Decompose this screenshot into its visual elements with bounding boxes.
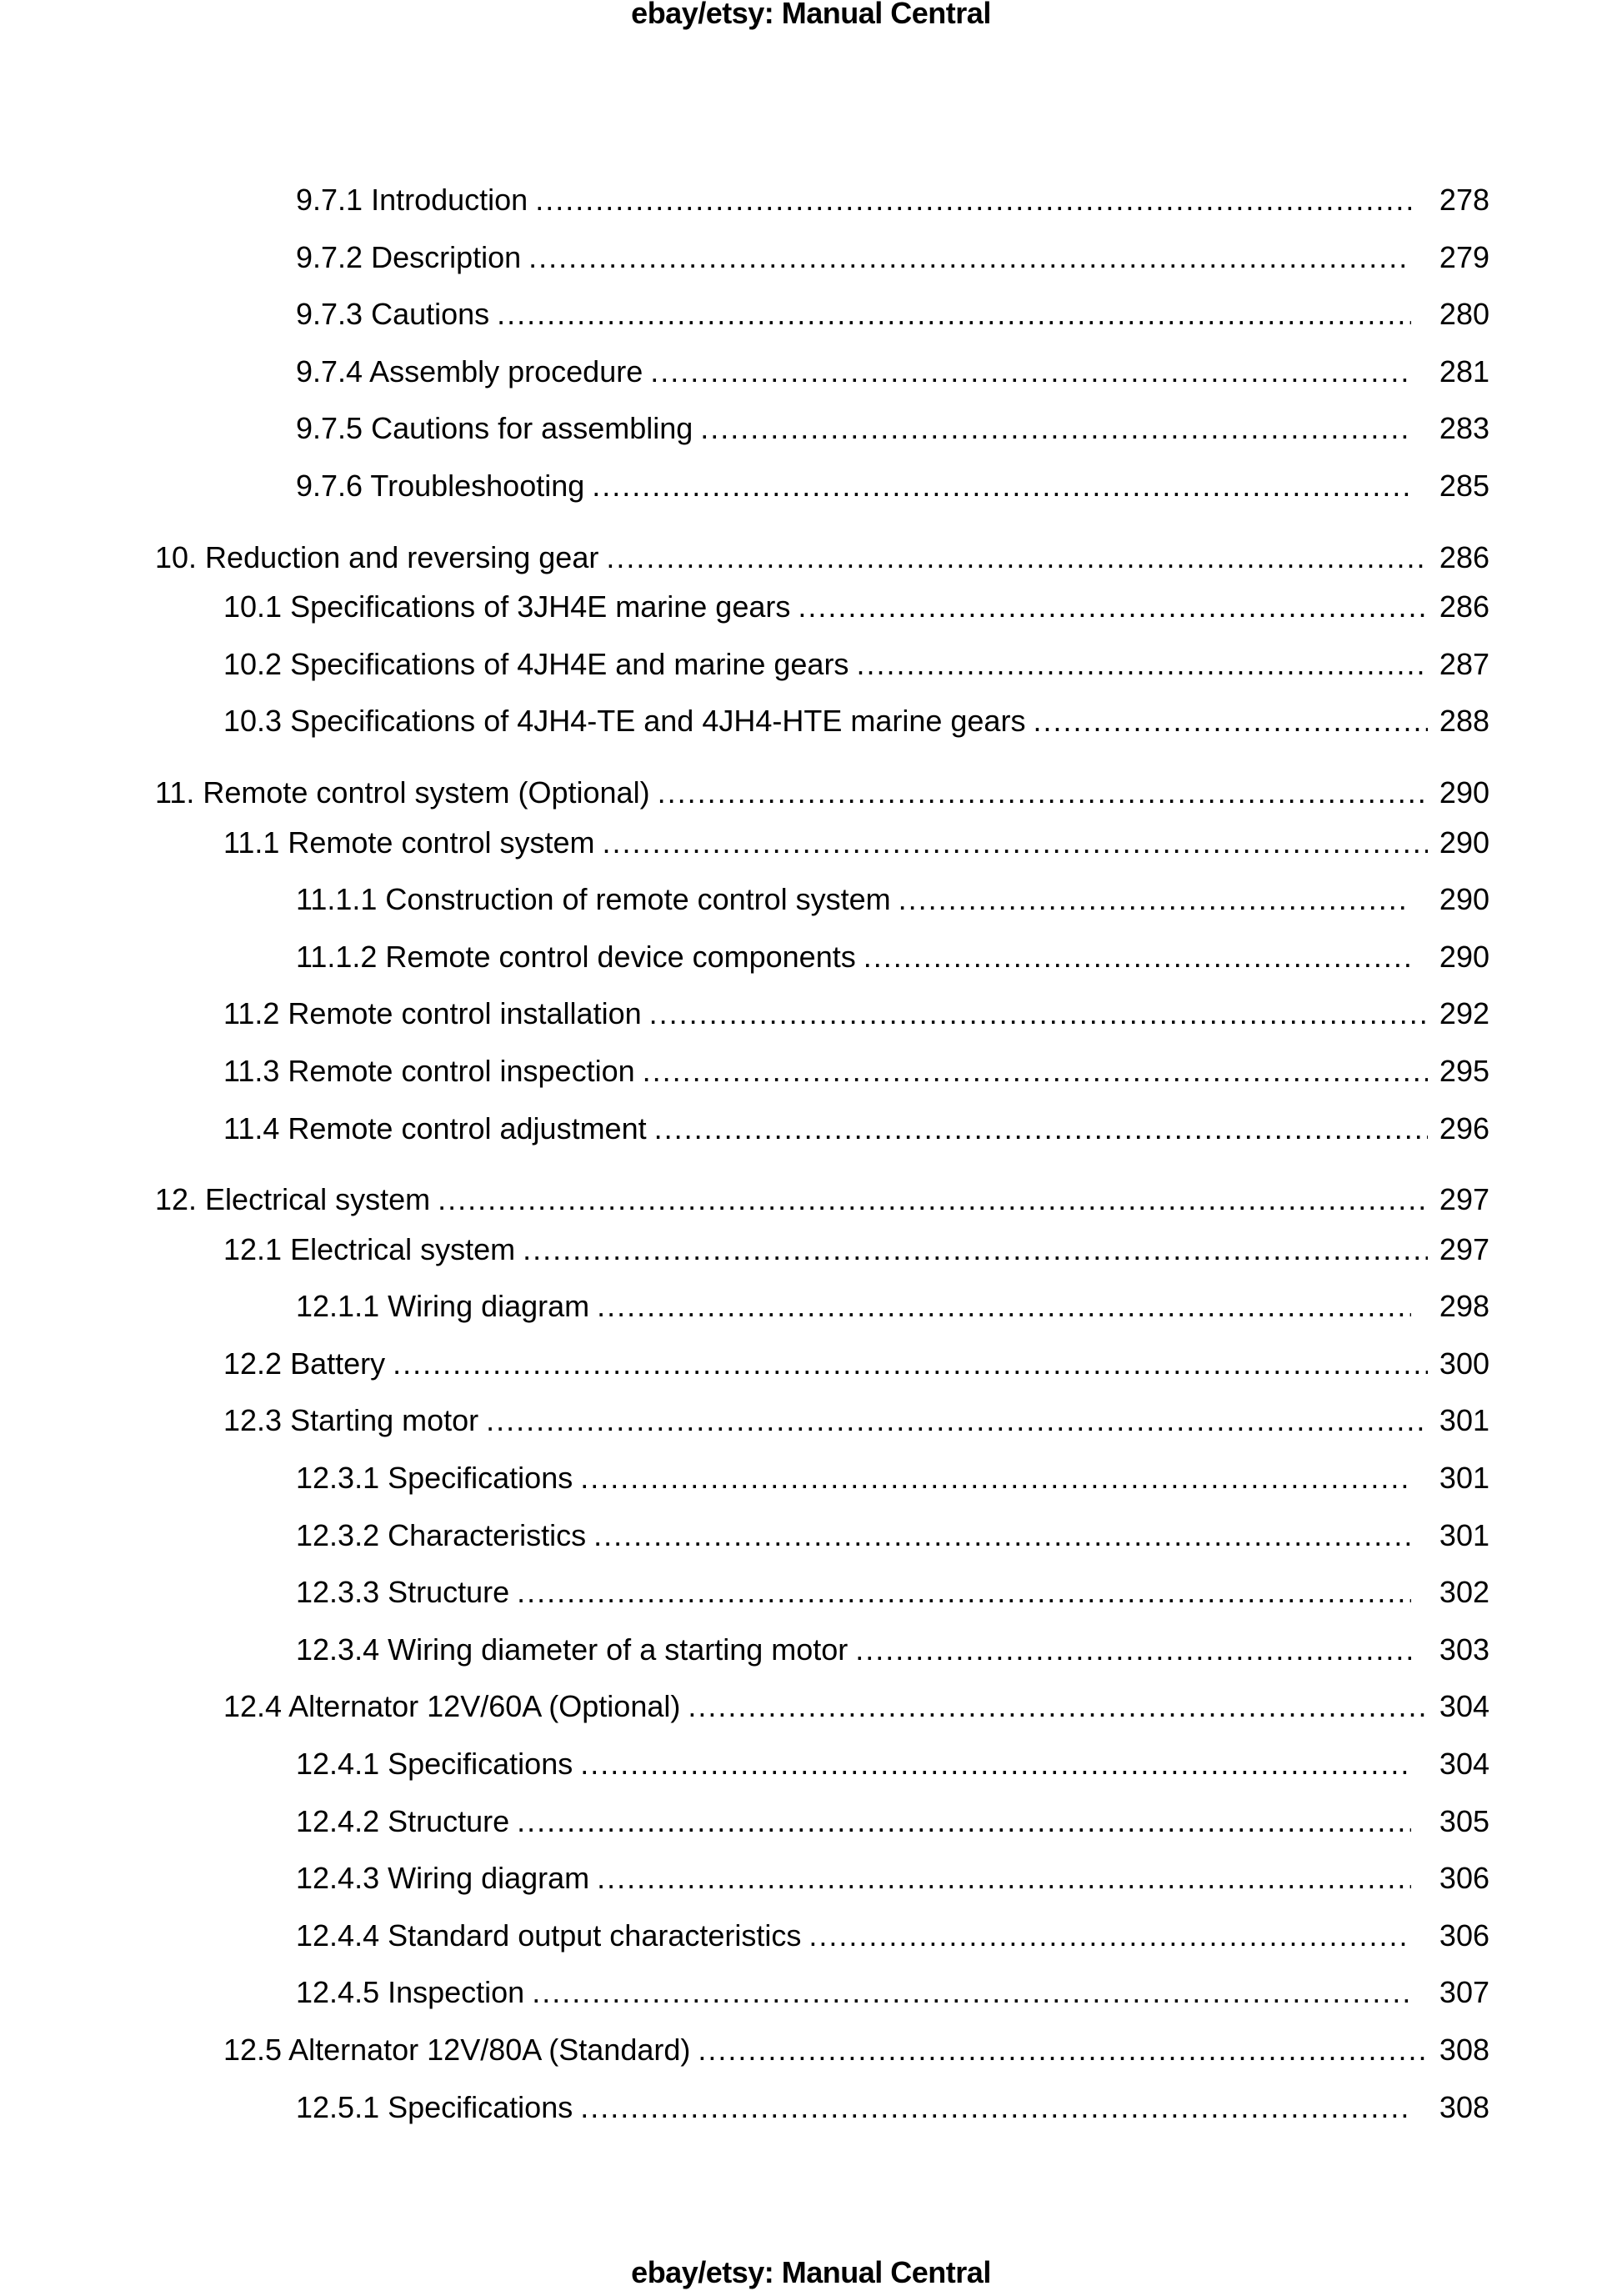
toc-leader-dots [798,579,1428,636]
toc-entry-label: 9.7.3 Cautions [296,297,490,332]
toc-entry [155,1850,1489,1907]
toc-entry [155,693,1489,750]
toc-entry-label: 11.1 Remote control system [223,825,595,860]
toc-page-number: 290 [1439,939,1489,974]
toc-leader-dots [650,343,1411,401]
toc-leader-dots [698,2022,1428,2079]
toc-leader-dots [649,985,1428,1043]
toc-page-number: 280 [1439,297,1489,332]
toc-entry [155,229,1489,287]
toc-entry [155,1336,1489,1393]
page-footer [0,2256,1622,2289]
toc-page-number: 298 [1439,1289,1489,1324]
toc-entry [155,286,1489,343]
toc-leader-dots [523,1221,1428,1279]
toc-leader-dots [855,1622,1411,1679]
toc-leader-dots [606,529,1428,587]
header-title: ebay/etsy: Manual Central [631,0,991,30]
toc-page-number: 305 [1439,1803,1489,1838]
toc-entry-label: 12.4.1 Specifications [296,1747,573,1782]
toc-entry-label: 12.3.4 Wiring diameter of a starting motor [296,1632,849,1667]
toc-leader-dots [580,1450,1411,1507]
toc-entry-label: 9.7.6 Troubleshooting [296,468,585,503]
toc-entry [155,1043,1489,1100]
footer-title: ebay/etsy: Manual Central [631,2255,991,2289]
toc-entry-label: 12.3.3 Structure [296,1575,510,1610]
toc-entry [155,764,1489,822]
toc-leader-dots [597,1850,1411,1907]
toc-entry-label: 11.1.1 Construction of remote control system [296,882,891,917]
toc-entry [155,2022,1489,2079]
toc-entry [155,1278,1489,1336]
toc-entry-label: 11.2 Remote control installation [223,996,642,1031]
toc-entry-label: 12. Electrical system [155,1182,431,1217]
toc-page-number: 286 [1439,589,1489,624]
toc-entry [155,1678,1489,1736]
toc-entry-label: 10. Reduction and reversing gear [155,539,599,574]
toc-entry [155,529,1489,587]
toc-entry-label: 9.7.1 Introduction [296,183,528,217]
toc-entry [155,172,1489,229]
toc-page-number: 285 [1439,468,1489,503]
toc-entry-label: 9.7.5 Cautions for assembling [296,411,693,446]
toc-page-number: 297 [1439,1231,1489,1266]
toc-page-number: 281 [1439,353,1489,389]
toc-page-number: 297 [1439,1182,1489,1217]
toc-leader-dots [700,400,1411,458]
toc-entry [155,2079,1489,2137]
toc-entry-label: 12.3 Starting motor [223,1403,479,1438]
toc-entry-label: 9.7.2 Description [296,239,522,274]
toc-page-number: 306 [1439,1918,1489,1953]
toc-page-number: 306 [1439,1861,1489,1896]
toc-leader-dots [808,1907,1411,1965]
toc-entry [155,1221,1489,1279]
toc-entry-label: 12.5.1 Specifications [296,2089,573,2124]
toc-entry-label: 12.1.1 Wiring diagram [296,1289,590,1324]
toc-entry [155,1564,1489,1622]
toc-entry-label: 12.2 Battery [223,1346,386,1381]
toc-entry-label: 11. Remote control system (Optional) [155,775,650,810]
toc-page-number: 307 [1439,1975,1489,2010]
toc-leader-dots [580,2079,1411,2137]
toc-leader-dots [528,229,1411,287]
toc-entry [155,1907,1489,1965]
toc-page-number: 296 [1439,1110,1489,1145]
toc-page-number: 301 [1439,1517,1489,1552]
toc-entry-label: 11.4 Remote control adjustment [223,1110,647,1145]
toc-entry-label: 12.3.1 Specifications [296,1461,573,1496]
table-of-contents [155,172,1489,2136]
toc-page-number: 301 [1439,1461,1489,1496]
toc-entry [155,1736,1489,1793]
toc-leader-dots [535,172,1411,229]
toc-page-number: 290 [1439,775,1489,810]
toc-leader-dots [603,815,1428,872]
toc-entry [155,1964,1489,2022]
toc-leader-dots [486,1392,1428,1450]
toc-page-number: 286 [1439,539,1489,574]
toc-entry-label: 12.1 Electrical system [223,1231,516,1266]
toc-entry [155,1507,1489,1565]
toc-entry-label: 12.4.4 Standard output characteristics [296,1918,802,1953]
toc-entry-label: 12.4.2 Structure [296,1803,510,1838]
toc-entry-label: 12.5 Alternator 12V/80A (Standard) [223,2033,691,2067]
toc-leader-dots [592,458,1411,515]
toc-leader-dots [658,764,1428,822]
page-header [0,0,1622,30]
toc-entry [155,929,1489,986]
toc-entry [155,1793,1489,1851]
toc-entry [155,1622,1489,1679]
toc-entry [155,1171,1489,1229]
toc-leader-dots [1033,693,1428,750]
toc-entry-label: 12.4.3 Wiring diagram [296,1861,590,1896]
toc-leader-dots [597,1278,1411,1336]
toc-page-number: 308 [1439,2089,1489,2124]
toc-page-number: 308 [1439,2033,1489,2067]
toc-page-number: 301 [1439,1403,1489,1438]
toc-leader-dots [580,1736,1411,1793]
toc-page-number: 300 [1439,1346,1489,1381]
toc-entry [155,579,1489,636]
toc-page-number: 287 [1439,646,1489,681]
toc-entry-label: 11.3 Remote control inspection [223,1053,635,1088]
toc-leader-dots [688,1678,1428,1736]
toc-entry-label: 12.4.5 Inspection [296,1975,525,2010]
toc-entry [155,985,1489,1043]
toc-leader-dots [856,636,1428,694]
toc-entry-label: 10.1 Specifications of 3JH4E marine gears [223,589,791,624]
toc-entry [155,343,1489,401]
toc-leader-dots [864,929,1411,986]
toc-leader-dots [438,1171,1428,1229]
toc-leader-dots [532,1964,1411,2022]
toc-leader-dots [899,871,1411,929]
toc-entry-label: 10.3 Specifications of 4JH4-TE and 4JH4-HTE marine gears [223,704,1026,739]
toc-leader-dots [593,1507,1411,1565]
toc-entry [155,1100,1489,1158]
toc-leader-dots [393,1336,1428,1393]
toc-page-number: 304 [1439,1689,1489,1724]
toc-entry [155,871,1489,929]
toc-entry [155,400,1489,458]
toc-page-number: 288 [1439,704,1489,739]
toc-page-number: 295 [1439,1053,1489,1088]
toc-entry [155,1450,1489,1507]
toc-entry-label: 12.4 Alternator 12V/60A (Optional) [223,1689,681,1724]
toc-leader-dots [643,1043,1428,1100]
toc-page-number: 290 [1439,882,1489,917]
toc-entry [155,458,1489,515]
toc-page-number: 302 [1439,1575,1489,1610]
toc-page-number: 283 [1439,411,1489,446]
toc-entry [155,1392,1489,1450]
toc-entry-label: 11.1.2 Remote control device components [296,939,856,974]
toc-entry-label: 10.2 Specifications of 4JH4E and marine gears [223,646,849,681]
toc-page-number: 292 [1439,996,1489,1031]
toc-page-number: 303 [1439,1632,1489,1667]
toc-entry-label: 12.3.2 Characteristics [296,1517,587,1552]
toc-leader-dots [497,286,1411,343]
toc-page-number: 279 [1439,239,1489,274]
toc-page-number: 278 [1439,183,1489,217]
toc-leader-dots [654,1100,1428,1158]
toc-entry [155,636,1489,694]
toc-page-number: 304 [1439,1747,1489,1782]
toc-leader-dots [517,1793,1411,1851]
toc-leader-dots [517,1564,1411,1622]
toc-page-number: 290 [1439,825,1489,860]
toc-entry [155,815,1489,872]
toc-entry-label: 9.7.4 Assembly procedure [296,353,643,389]
